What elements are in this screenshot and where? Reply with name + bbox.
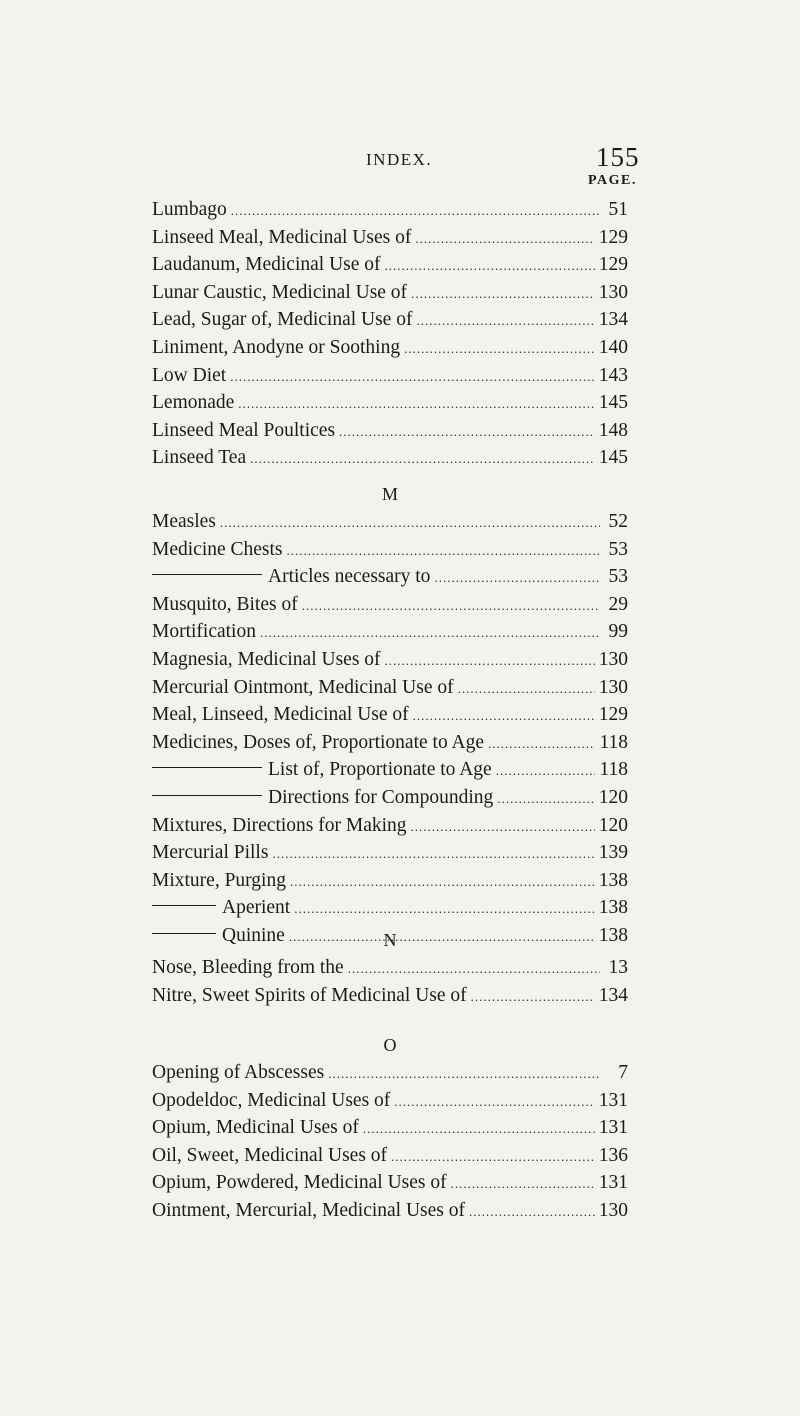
index-entry <box>152 954 628 982</box>
entry-page-number: 129 <box>598 704 628 726</box>
entry-label: Opodeldoc, Medicinal Uses of <box>152 1089 391 1111</box>
dot-leader <box>328 1060 600 1088</box>
entry-page-number: 131 <box>598 1117 628 1139</box>
entry-page-number: 7 <box>618 1062 628 1083</box>
index-entry <box>152 362 628 390</box>
dot-leader <box>496 757 596 785</box>
dot-leader <box>434 564 600 592</box>
section-letter: M <box>381 484 398 504</box>
entry-page-number: 143 <box>598 364 628 386</box>
dot-leader <box>411 813 595 841</box>
dot-leader <box>220 509 600 537</box>
dot-leader <box>302 592 600 620</box>
entry-label: Linseed Meal, Medicinal Uses of <box>152 226 412 248</box>
index-entry <box>152 444 628 472</box>
index-entry <box>152 1197 628 1225</box>
entry-label: Mercurial Pills <box>152 842 269 864</box>
entry-label: Ointment, Mercurial, Medicinal Uses of <box>152 1199 465 1221</box>
entry-page-number: 130 <box>598 281 628 303</box>
entry-page-number: 145 <box>598 447 628 469</box>
index-entry <box>152 334 628 362</box>
entry-page-number: 53 <box>608 566 628 588</box>
dot-leader <box>391 1143 595 1171</box>
dot-leader <box>469 1198 595 1226</box>
entry-label: Medicines, Doses of, Proportionate to Age <box>152 731 484 753</box>
entry-label: Magnesia, Medicinal Uses of <box>152 648 381 670</box>
entry-page-number: 134 <box>598 309 628 331</box>
dot-leader <box>238 390 594 418</box>
entry-label: Laudanum, Medicinal Use of <box>152 254 381 276</box>
ditto-rule <box>152 905 216 907</box>
dot-leader <box>272 840 594 868</box>
entry-label: Medicine Chests <box>152 538 283 560</box>
ditto-rule <box>152 574 262 576</box>
entry-page-number: 53 <box>608 538 628 560</box>
index-entry <box>152 417 628 445</box>
entry-label: Mixtures, Directions for Making <box>152 814 407 836</box>
section-m <box>152 480 628 950</box>
index-entry <box>152 1169 628 1197</box>
entry-label: Lumbago <box>152 199 227 220</box>
dot-leader <box>394 1088 594 1116</box>
entry-label: Liniment, Anodyne or Soothing <box>152 336 401 358</box>
dot-leader <box>348 955 600 983</box>
entry-label: Quinine <box>222 924 285 946</box>
entry-page-number: 131 <box>598 1172 628 1194</box>
entry-page-number: 52 <box>608 511 628 532</box>
entry-page-number: 129 <box>598 226 628 248</box>
index-entry <box>152 591 628 619</box>
dot-leader <box>411 280 595 308</box>
dot-leader <box>451 1170 595 1198</box>
ditto-rule <box>152 795 262 797</box>
index-entry <box>152 674 628 702</box>
entry-label: Opium, Powdered, Medicinal Uses of <box>152 1172 447 1194</box>
dot-leader <box>385 647 595 675</box>
dot-leader <box>458 675 595 703</box>
index-entry <box>152 279 628 307</box>
running-head <box>0 142 800 172</box>
entry-label: Linseed Meal Poultices <box>152 419 336 441</box>
index-entry <box>152 784 628 812</box>
index-entry <box>152 756 628 784</box>
entry-label: Mixture, Purging <box>152 869 286 891</box>
index-entry <box>152 508 628 536</box>
dot-leader <box>413 702 595 730</box>
index-entry <box>152 563 628 591</box>
index-entry <box>152 1059 628 1087</box>
entry-label: Opening of Abscesses <box>152 1062 325 1083</box>
entry-page-number: 134 <box>598 984 628 1006</box>
entry-page-number: 131 <box>598 1089 628 1111</box>
ditto-rule <box>152 767 262 769</box>
entry-label: Lemonade <box>152 392 235 414</box>
dot-leader <box>416 307 594 335</box>
index-entry <box>152 1142 628 1170</box>
dot-leader <box>404 335 595 363</box>
entry-label: Nose, Bleeding from the <box>152 957 344 978</box>
entry-label: Opium, Medicinal Uses of <box>152 1117 359 1139</box>
index-entry <box>152 1114 628 1142</box>
dot-leader <box>287 537 600 565</box>
entry-page-number: 139 <box>598 842 628 864</box>
entry-page-number: 13 <box>608 957 628 978</box>
entry-label: Measles <box>152 511 216 532</box>
dot-leader <box>385 252 595 280</box>
section-letter: O <box>383 1035 397 1055</box>
entry-label: Musquito, Bites of <box>152 593 298 615</box>
index-entry <box>152 251 628 279</box>
index-entry <box>152 894 628 922</box>
index-entry <box>152 389 628 417</box>
entry-page-number: 148 <box>598 419 628 441</box>
entry-page-number: 138 <box>598 897 628 919</box>
index-entry <box>152 982 628 1010</box>
entry-page-number: 130 <box>598 1199 628 1221</box>
dot-leader <box>415 225 594 253</box>
entry-page-number: 120 <box>598 786 628 808</box>
index-entry <box>152 618 628 646</box>
entry-page-number: 51 <box>608 199 628 220</box>
entry-label: Linseed Tea <box>152 447 247 469</box>
entry-label: Mortification <box>152 621 256 643</box>
dot-leader <box>230 363 595 391</box>
dot-leader <box>363 1115 595 1143</box>
entry-page-number: 138 <box>598 924 628 946</box>
entry-page-number: 118 <box>599 731 628 753</box>
entry-label: Lead, Sugar of, Medicinal Use of <box>152 309 413 331</box>
entry-page-number: 29 <box>608 593 628 615</box>
entry-label: Nitre, Sweet Spirits of Medicinal Use of <box>152 984 467 1006</box>
entry-page-number: 120 <box>598 814 628 836</box>
section-n <box>152 926 628 1009</box>
dot-leader <box>339 418 595 446</box>
entry-page-number: 130 <box>598 676 628 698</box>
entry-page-number: 129 <box>598 254 628 276</box>
page-number: 155 <box>596 142 640 172</box>
index-entry <box>152 224 628 252</box>
index-entry <box>152 839 628 867</box>
dot-leader <box>290 868 595 896</box>
dot-leader <box>250 445 595 473</box>
index-entry <box>152 729 628 757</box>
dot-leader <box>471 983 595 1011</box>
section-letter: N <box>383 930 397 950</box>
entry-page-number: 118 <box>599 759 628 781</box>
entry-page-number: 138 <box>598 869 628 891</box>
index-entry <box>152 701 628 729</box>
index-entry <box>152 306 628 334</box>
dot-leader <box>497 785 594 813</box>
running-title: INDEX. <box>366 150 433 169</box>
entry-label: Lunar Caustic, Medicinal Use of <box>152 281 408 303</box>
entry-label: Meal, Linseed, Medicinal Use of <box>152 704 409 726</box>
entry-page-number: 99 <box>608 621 628 643</box>
section-o <box>152 1031 628 1225</box>
entry-label: Mercurial Ointmont, Medicinal Use of <box>152 676 454 698</box>
entry-label: Low Diet <box>152 364 227 386</box>
index-entry <box>152 196 628 224</box>
index-entry <box>152 867 628 895</box>
dot-leader <box>260 619 600 647</box>
dot-leader <box>231 197 600 225</box>
entry-label: Aperient <box>222 897 291 919</box>
entry-label: Oil, Sweet, Medicinal Uses of <box>152 1144 388 1166</box>
entry-label: Directions for Compounding <box>268 786 494 808</box>
dot-leader <box>488 730 595 758</box>
entry-page-number: 130 <box>598 648 628 670</box>
index-entry <box>152 812 628 840</box>
entry-label: Articles necessary to <box>268 566 431 588</box>
entry-page-number: 140 <box>598 336 628 358</box>
index-entry <box>152 646 628 674</box>
entry-label: List of, Proportionate to Age <box>268 759 492 781</box>
index-entry <box>152 536 628 564</box>
index-entry <box>152 1087 628 1115</box>
dot-leader <box>294 895 595 923</box>
page-column-label: PAGE. <box>588 173 637 188</box>
entry-page-number: 145 <box>598 392 628 414</box>
section-l <box>152 196 628 472</box>
entry-page-number: 136 <box>598 1144 628 1166</box>
